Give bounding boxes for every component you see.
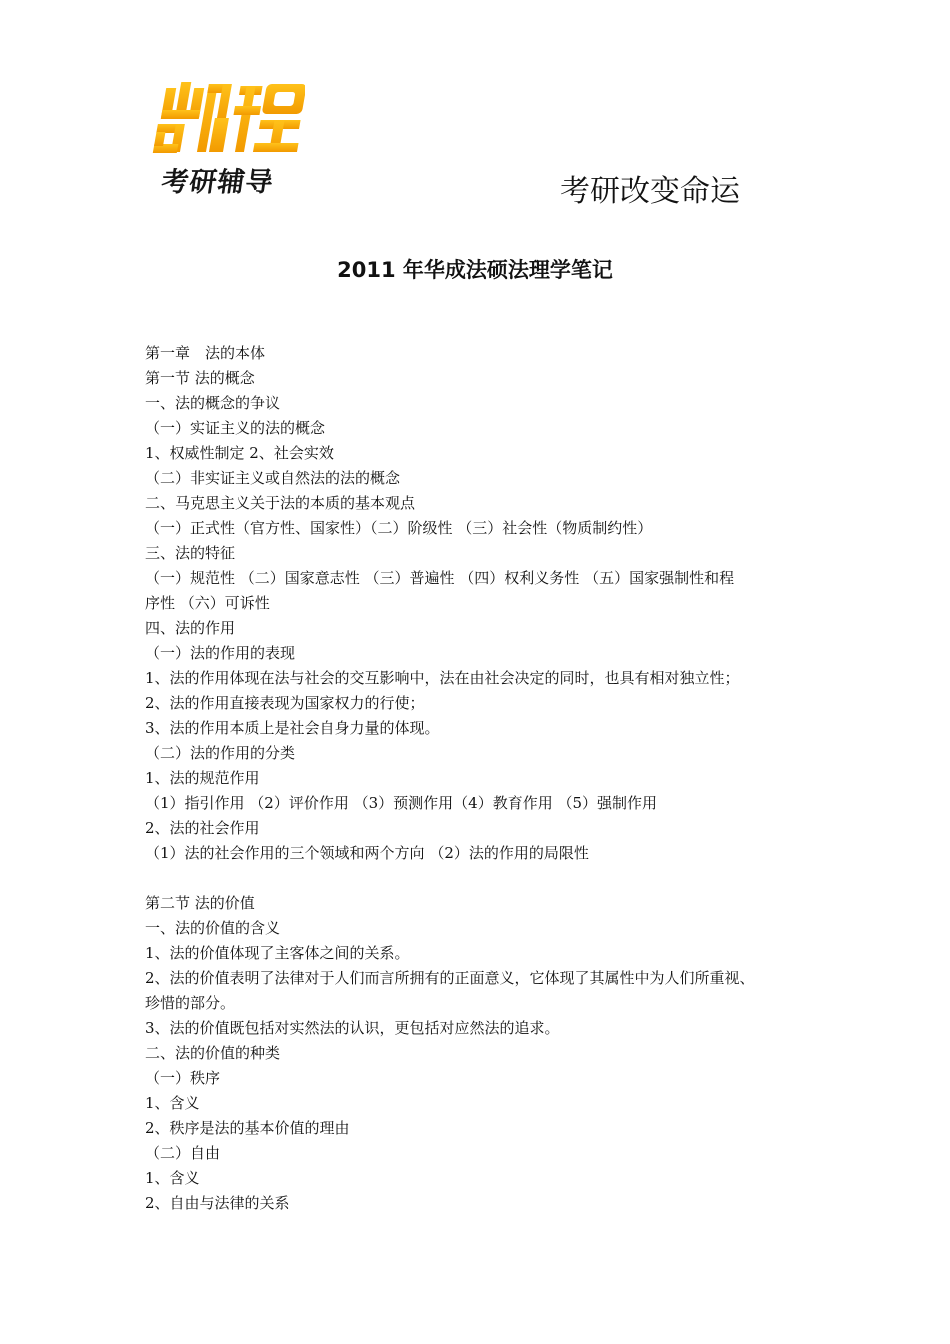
text-line: 1、含义 xyxy=(145,1094,200,1112)
text-line: 二、法的价值的种类 xyxy=(145,1044,281,1062)
text-line: 四、法的作用 xyxy=(145,619,236,637)
text-line: 2、法的作用直接表现为国家权力的行使； xyxy=(145,694,425,712)
text-line: 序性 （六）可诉性 xyxy=(145,594,270,612)
text-line: （一）规范性 （二）国家意志性 （三）普遍性 （四）权利义务性 （五）国家强制性和程 xyxy=(145,569,735,587)
text-line: 2、法的价值表明了法律对于人们而言所拥有的正面意义，它体现了其属性中为人们所重视、 xyxy=(145,969,755,987)
text-line: （1）法的社会作用的三个领域和两个方向 （2）法的作用的局限性 xyxy=(145,844,589,862)
text-line: 一、法的价值的含义 xyxy=(145,919,281,937)
text-line: 1、含义 xyxy=(145,1169,200,1187)
text-line: 第一章 法的本体 xyxy=(145,344,266,362)
text-line: 2、法的社会作用 xyxy=(145,819,260,837)
blank-line xyxy=(145,866,810,891)
text-line: 三、法的特征 xyxy=(145,544,236,562)
text-line: （二）自由 xyxy=(145,1144,221,1162)
text-line: 2、自由与法律的关系 xyxy=(145,1194,290,1212)
text-line: （1）指引作用 （2）评价作用 （3）预测作用（4）教育作用 （5）强制作用 xyxy=(145,794,658,812)
text-line: 2、秩序是法的基本价值的理由 xyxy=(145,1119,350,1137)
text-line: （一）实证主义的法的概念 xyxy=(145,419,326,437)
text-line: （二）非实证主义或自然法的法的概念 xyxy=(145,469,401,487)
text-line: 第二节 法的价值 xyxy=(145,894,255,912)
logo-mark-icon xyxy=(150,78,305,158)
text-line: 第一节 法的概念 xyxy=(145,369,255,387)
text-line: 1、法的规范作用 xyxy=(145,769,260,787)
text-line: 二、马克思主义关于法的本质的基本观点 xyxy=(145,494,416,512)
text-line: （二）法的作用的分类 xyxy=(145,744,296,762)
text-line: 1、权威性制定 2、社会实效 xyxy=(145,444,334,462)
text-line: 1、法的价值体现了主客体之间的关系。 xyxy=(145,944,410,962)
text-line: （一）正式性（官方性、国家性）（二）阶级性 （三）社会性（物质制约性） xyxy=(145,519,653,537)
text-line: （一）秩序 xyxy=(145,1069,221,1087)
text-line: 3、法的价值既包括对实然法的认识，更包括对应然法的追求。 xyxy=(145,1019,560,1037)
page-title: 2011 年华成法硕法理学笔记 xyxy=(337,258,613,282)
text-line: （一）法的作用的表现 xyxy=(145,644,296,662)
text-line: 3、法的作用本质上是社会自身力量的体现。 xyxy=(145,719,440,737)
notes-body xyxy=(145,341,810,1216)
text-line: 1、法的作用体现在法与社会的交互影响中，法在由社会决定的同时，也具有相对独立性； xyxy=(145,669,740,687)
text-line: 一、法的概念的争议 xyxy=(145,394,281,412)
logo-subtitle: 考研辅导 xyxy=(159,167,276,198)
slogan: 考研改变命运 xyxy=(560,174,740,209)
text-line: 珍惜的部分。 xyxy=(145,994,236,1012)
